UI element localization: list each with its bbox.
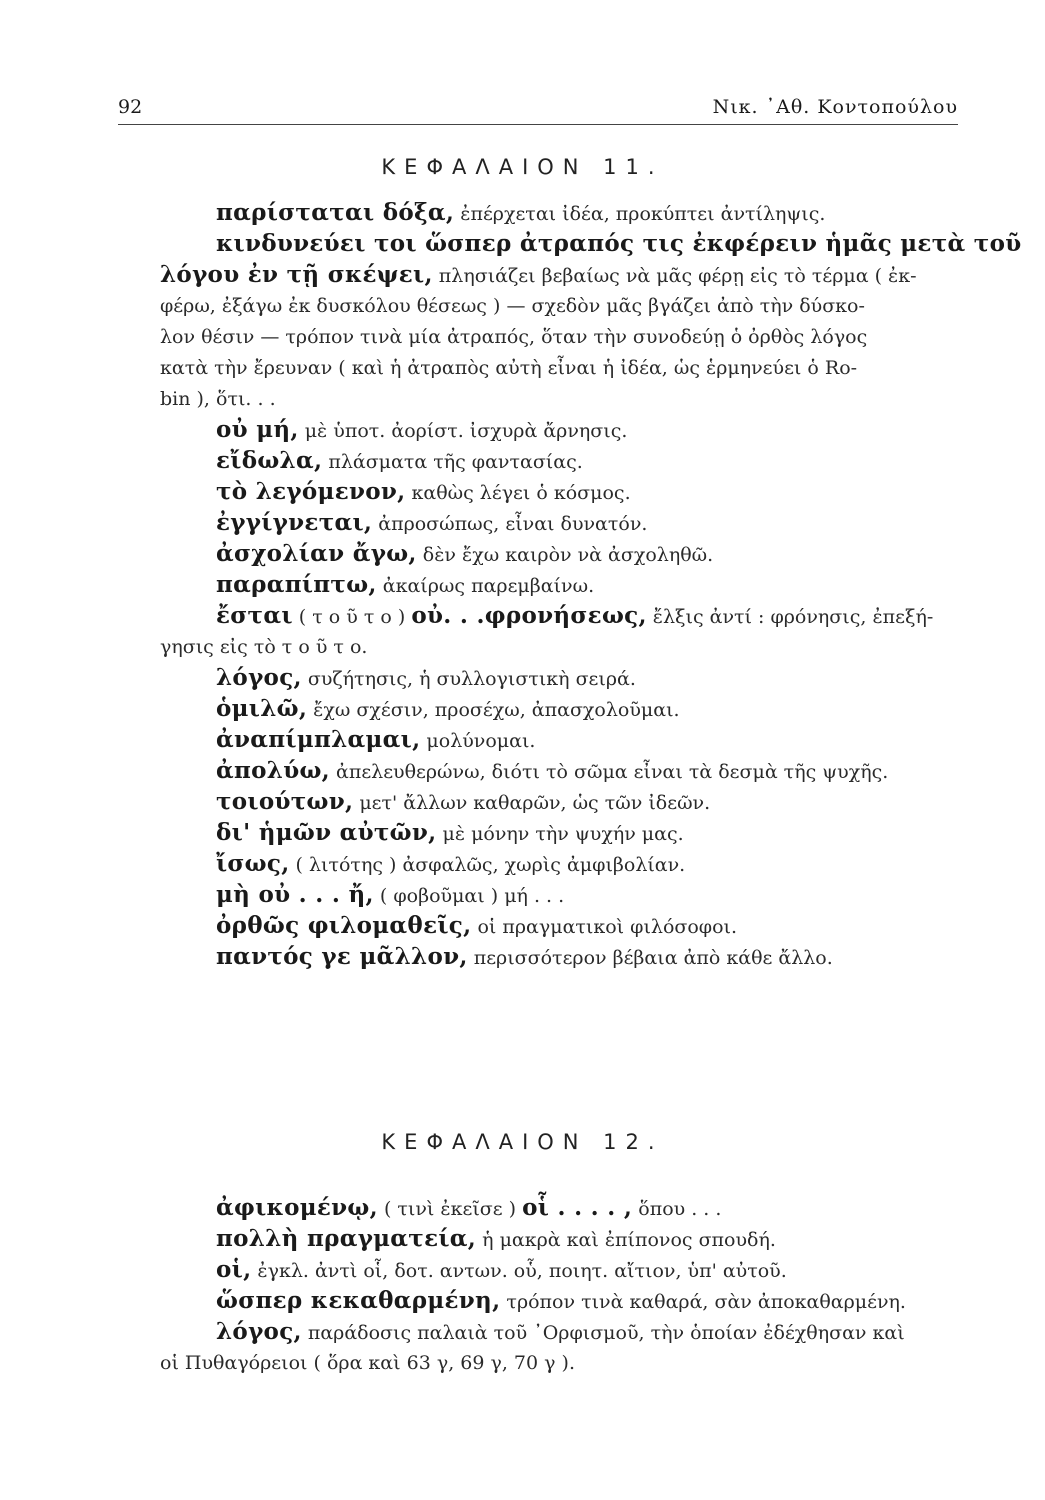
gloss: δὲν ἔχω καιρὸν νὰ ἀσχοληθῶ. bbox=[416, 544, 714, 566]
list-item bbox=[160, 1254, 965, 1285]
lemma: μὴ οὐ . . . ἤ, bbox=[216, 881, 374, 908]
lemma: λόγου ἐν τῇ σκέψει, bbox=[160, 261, 433, 288]
gloss: παράδοσις παλαιὰ τοῦ ᾿Ορφισμοῦ, τὴν ὁποίαν ἐδέχθησαν καὶ bbox=[301, 1322, 905, 1344]
list-item bbox=[160, 1192, 965, 1223]
lemma: παρίσταται δόξα, bbox=[216, 199, 455, 226]
list-item bbox=[160, 507, 965, 538]
page-number: 92 bbox=[118, 96, 143, 118]
gloss: ἀπροσώπως, εἶναι δυνατόν. bbox=[372, 513, 648, 535]
lemma: οὐ. . .φρονήσεως, bbox=[411, 602, 647, 629]
gloss: ἀκαίρως παρεμβαίνω. bbox=[376, 575, 595, 597]
list-item bbox=[160, 879, 965, 910]
gloss: οἱ πραγματικοὶ φιλόσοφοι. bbox=[471, 916, 738, 938]
list-item bbox=[160, 786, 965, 817]
gloss: ( τινὶ ἐκεῖσε ) bbox=[377, 1198, 523, 1220]
gloss: μετ' ἄλλων καθαρῶν, ὡς τῶν ἰδεῶν. bbox=[353, 792, 711, 814]
running-head: Νικ. ᾿Αθ. Κοντοπούλου bbox=[712, 96, 958, 118]
gloss: ἐπέρχεται ἰδέα, προκύπτει ἀντίληψις. bbox=[454, 203, 826, 225]
lemma: τὸ λεγόμενον, bbox=[216, 478, 406, 505]
list-item bbox=[160, 476, 965, 507]
lemma: ἀφικομένῳ, bbox=[216, 1194, 378, 1221]
lemma: κινδυνεύει τοι ὥσπερ ἀτραπός τις ἐκφέρειν ἡμᾶς μετὰ τοῦ bbox=[216, 230, 1022, 257]
gloss: περισσότερον βέβαια ἀπὸ κάθε ἄλλο. bbox=[467, 947, 833, 969]
lemma: εἴδωλα, bbox=[216, 447, 323, 474]
gloss: μὲ μόνην τὴν ψυχήν μας. bbox=[436, 823, 684, 845]
gloss: ἐγκλ. ἀντὶ οἷ, δοτ. αντων. οὗ, ποιητ. αἴτιον, ὑπ' αὐτοῦ. bbox=[251, 1260, 787, 1282]
lemma: τοιούτων, bbox=[216, 788, 354, 815]
lemma: ἐγγίγνεται, bbox=[216, 509, 373, 536]
lemma: λόγος, bbox=[216, 1318, 302, 1345]
lemma: ὀρθῶς φιλομαθεῖς, bbox=[216, 912, 472, 939]
gloss: μὲ ὑποτ. ἀορίστ. ἰσχυρὰ ἄρνησις. bbox=[298, 420, 628, 442]
list-item bbox=[160, 724, 965, 755]
lemma: ἀπολύω, bbox=[216, 757, 330, 784]
list-item bbox=[160, 445, 965, 476]
gloss: ἡ μακρὰ καὶ ἐπίπονος σπουδή. bbox=[476, 1229, 776, 1251]
list-item bbox=[160, 631, 965, 662]
lemma: παραπίπτω, bbox=[216, 571, 377, 598]
gloss: καθὼς λέγει ὁ κόσμος. bbox=[405, 482, 631, 504]
lemma: ὁμιλῶ, bbox=[216, 695, 308, 722]
gloss: φέρω, ἐξάγω ἐκ δυσκόλου θέσεως ) — σχεδὸν μᾶς βγάζει ἀπὸ τὴν δύσκο- bbox=[160, 295, 865, 317]
gloss: πλησιάζει βεβαίως νὰ μᾶς φέρῃ εἰς τὸ τέρμα ( ἐκ- bbox=[432, 265, 917, 287]
gloss: τρόπον τινὰ καθαρά, σὰν ἀποκαθαρμένη. bbox=[500, 1291, 906, 1313]
list-item bbox=[160, 259, 965, 290]
gloss: οἱ Πυθαγόρειοι ( ὅρα καὶ 63 γ, 69 γ, 70 γ ). bbox=[160, 1352, 575, 1374]
page-header bbox=[118, 80, 958, 125]
gloss: κατὰ τὴν ἔρευναν ( καὶ ἡ ἀτραπὸς αὐτὴ εἶναι ἡ ἰδέα, ὡς ἑρμηνεύει ὁ Ro- bbox=[160, 357, 858, 379]
lemma: παντός γε μᾶλλον, bbox=[216, 943, 468, 970]
gloss: ( τ ο ῦ τ ο ) bbox=[292, 606, 412, 628]
lemma: οἱ, bbox=[216, 1256, 252, 1283]
list-item bbox=[160, 1316, 965, 1347]
list-item bbox=[160, 383, 965, 414]
list-item bbox=[160, 817, 965, 848]
chapter-11-heading: ΚΕΦΑΛΑΙΟΝ 11. bbox=[381, 155, 664, 179]
list-item bbox=[160, 321, 965, 352]
list-item bbox=[160, 414, 965, 445]
lemma: πολλὴ πραγματεία, bbox=[216, 1225, 477, 1252]
list-item bbox=[160, 228, 1022, 259]
gloss: ἀπελευθερώνω, διότι τὸ σῶμα εἶναι τὰ δεσμὰ τῆς ψυχῆς. bbox=[329, 761, 889, 783]
gloss: συζήτησις, ἡ συλλογιστικὴ σειρά. bbox=[301, 668, 636, 690]
list-item bbox=[160, 352, 965, 383]
list-item bbox=[160, 569, 965, 600]
list-item bbox=[160, 1285, 965, 1316]
lemma: ἴσως, bbox=[216, 850, 290, 877]
gloss: γησις εἰς τὸ τ ο ῦ τ ο. bbox=[160, 636, 368, 658]
gloss: πλάσματα τῆς φαντασίας. bbox=[322, 451, 583, 473]
chapter-11-entries bbox=[160, 197, 1022, 972]
lemma: λόγος, bbox=[216, 664, 302, 691]
gloss: ὅπου . . . bbox=[632, 1198, 722, 1220]
lemma: οὐ μή, bbox=[216, 416, 299, 443]
lemma: οἷ . . . . , bbox=[522, 1194, 633, 1221]
list-item bbox=[160, 197, 965, 228]
chapter-12-heading: ΚΕΦΑΛΑΙΟΝ 12. bbox=[381, 1130, 664, 1154]
list-item bbox=[160, 693, 965, 724]
list-item bbox=[160, 600, 965, 631]
list-item bbox=[160, 662, 965, 693]
list-item bbox=[160, 1347, 965, 1378]
list-item bbox=[160, 755, 965, 786]
lemma: ἔσται bbox=[216, 602, 293, 629]
gloss: ( φοβοῦμαι ) μή . . . bbox=[373, 885, 565, 907]
lemma: δι' ἡμῶν αὐτῶν, bbox=[216, 819, 437, 846]
chapter-12-entries bbox=[160, 1192, 965, 1378]
list-item bbox=[160, 1223, 965, 1254]
gloss: ἔλξις ἀντί : φρόνησις, ἐπεξή- bbox=[646, 606, 934, 628]
gloss: μολύνομαι. bbox=[420, 730, 536, 752]
gloss: ἔχω σχέσιν, προσέχω, ἀπασχολοῦμαι. bbox=[307, 699, 680, 721]
list-item bbox=[160, 848, 965, 879]
list-item bbox=[160, 941, 965, 972]
gloss: λον θέσιν — τρόπον τινὰ μία ἀτραπός, ὅταν τὴν συνοδεύῃ ὁ ὀρθὸς λόγος bbox=[160, 326, 868, 348]
lemma: ἀναπίμπλαμαι, bbox=[216, 726, 421, 753]
lemma: ἀσχολίαν ἄγω, bbox=[216, 540, 417, 567]
gloss: ( λιτότης ) ἀσφαλῶς, χωρὶς ἀμφιβολίαν. bbox=[289, 854, 686, 876]
list-item bbox=[160, 290, 965, 321]
gloss: bin ), ὅτι. . . bbox=[160, 388, 276, 410]
list-item bbox=[160, 910, 965, 941]
list-item bbox=[160, 538, 965, 569]
lemma: ὥσπερ κεκαθαρμένη, bbox=[216, 1287, 501, 1314]
